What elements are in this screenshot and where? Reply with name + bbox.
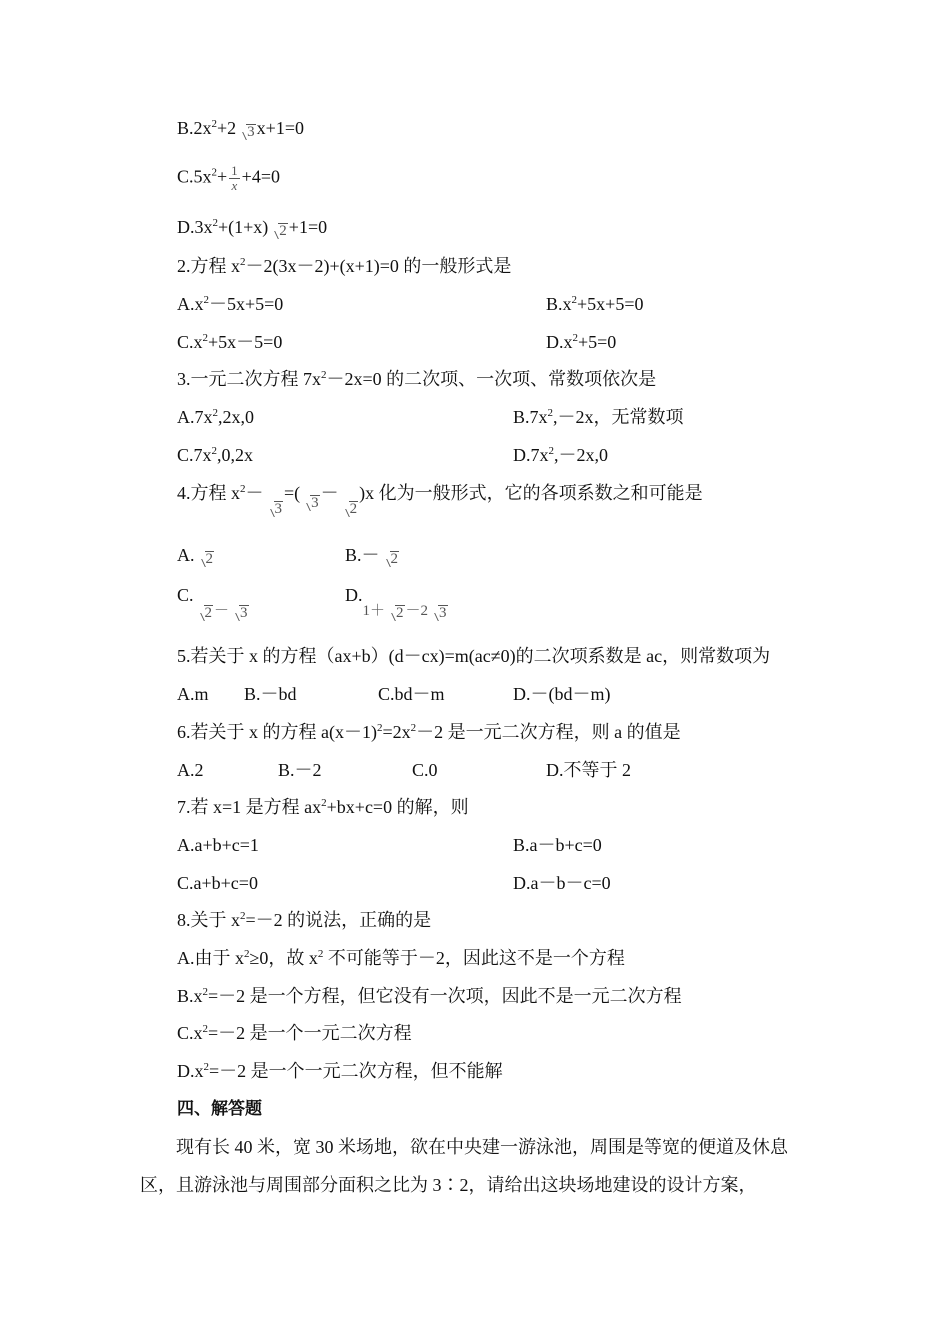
- q7-option-d: D.a－b－c=0: [513, 873, 611, 893]
- q7-option-c: C.a+b+c=0: [177, 873, 258, 893]
- sqrt-symbol: 3: [302, 494, 319, 512]
- q2-option-c: $C.x^2+5x-5=0$: [177, 332, 283, 352]
- q5-option-a: A.m: [177, 684, 209, 704]
- q3-option-c: $C.7x^2,0,2x$: [177, 445, 254, 465]
- sqrt-symbol: 2: [387, 604, 404, 622]
- q8-option-b: $B.x^2=-2$ 是一个方程，但它没有一次项，因此不是一元二次方程: [177, 986, 682, 1006]
- q6-option-d: D.不等于 2: [546, 760, 631, 780]
- q4-option-a: A. 2: [177, 545, 213, 567]
- problem-paragraph: 现有长 40 米，宽 30 米场地，欲在中央建一游泳池，周围是等宽的便道及休息区，且游泳池与周围部分面积之比为 3∶2，请给出这块场地建设的设计方案，: [140, 1137, 788, 1195]
- q3-option-b: $B.7x^2,-2x$，无常数项: [513, 407, 684, 427]
- sqrt-symbol: 2: [196, 604, 213, 622]
- sqrt-symbol: 2: [382, 550, 399, 568]
- sqrt-symbol: 3: [238, 123, 255, 141]
- sqrt-symbol: 3: [231, 604, 248, 622]
- q7-option-a: A.a+b+c=1: [177, 835, 259, 855]
- q5-stem: 5.若关于 x 的方程（ax+b）(d－cx)=m(ac≠0)的二次项系数是 ac，则常数项为: [177, 646, 771, 666]
- q7-stem: 7.若 x=1 是方程 $ax^2+bx+c=0$ 的解，则: [177, 797, 469, 817]
- q3-option-d: $D.7x^2,-2x,0$: [513, 445, 608, 465]
- sqrt-symbol: 3: [266, 500, 283, 518]
- q2-stem: 2.方程 $x^2-2(3x-2)+(x+1)=0$ 的一般形式是: [177, 256, 512, 276]
- q4-option-d: D.1＋ 2 －2 3: [345, 585, 447, 621]
- q2-option-b: $B.x^2+5x+5=0$: [546, 294, 644, 314]
- q1-option-d: $D.3x^2+(1+x)$ 2 +1=0: [177, 217, 328, 239]
- q6-option-a: A.2: [177, 760, 204, 780]
- q3-option-a: $A.7x^2,2x,0$: [177, 407, 254, 427]
- q4-option-b: B.－ 2: [345, 545, 399, 567]
- q6-option-b: B.－2: [278, 760, 322, 780]
- q5-option-d: D.－(bd－m): [513, 684, 611, 704]
- fraction: $\frac{1}{x}$: [231, 163, 238, 193]
- q6-option-c: C.0: [412, 760, 438, 780]
- q3-stem: 3.一元二次方程 $7x^2-2x=0$ 的二次项、一次项、常数项依次是: [177, 369, 657, 389]
- sqrt-symbol: 2: [341, 500, 358, 518]
- q2-option-d: $D.x^2+5=0$: [546, 332, 617, 352]
- q1-option-b: $B.2x^2+2$ 3 x+1=0: [177, 118, 304, 140]
- section-heading: 四、解答题: [177, 1099, 262, 1119]
- q4-stem: 4.方程 $x^2-3=$( 3 －2)x 化为一般形式，它的各项系数之和可能是: [177, 483, 703, 517]
- q5-option-b: B.－bd: [244, 684, 297, 704]
- q8-stem: 8.关于 $x^2=-2$ 的说法，正确的是: [177, 910, 432, 930]
- q6-stem: 6.若关于 x 的方程 $a(x-1)^2=2x^2-2$ 是一元二次方程，则 a 的值是: [177, 722, 681, 742]
- q8-option-d: $D.x^2=-2$ 是一个一元二次方程，但不能解: [177, 1061, 503, 1081]
- q5-option-c: C.bd－m: [378, 684, 445, 704]
- q8-option-a: A.由于 $x^2\ge 0$，故 $x^2$ 不可能等于－2，因此这不是一个方程: [177, 948, 625, 968]
- sqrt-symbol: 3: [430, 604, 447, 622]
- sqrt-symbol: 2: [270, 222, 287, 240]
- q1-option-c: $C.5x^2+$ $\frac{1}{x}$ +4=0: [177, 163, 280, 193]
- q2-option-a: $A.x^2-5x+5=0$: [177, 294, 284, 314]
- q8-option-c: $C.x^2=-2$ 是一个一元二次方程: [177, 1023, 412, 1043]
- q4-option-c: C.2 － 3: [177, 585, 248, 621]
- q7-option-b: B.a－b+c=0: [513, 835, 602, 855]
- sqrt-symbol: 2: [197, 550, 214, 568]
